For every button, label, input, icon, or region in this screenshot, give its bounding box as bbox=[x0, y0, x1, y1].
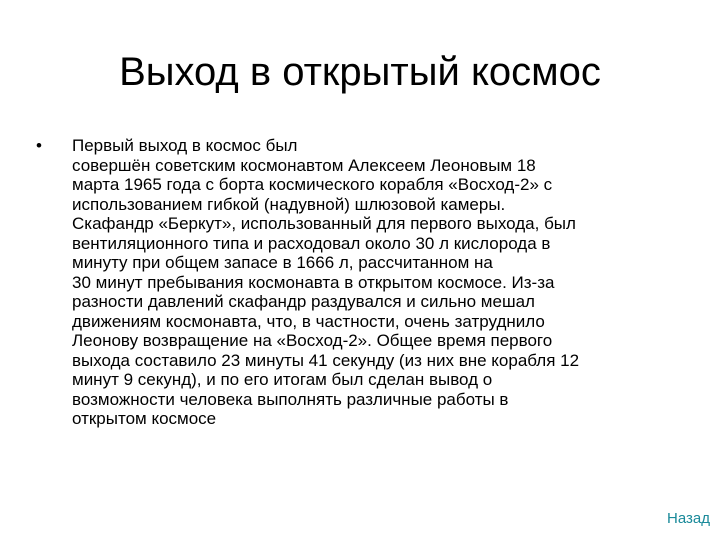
bullet-line: вентиляционного типа и расходовал около 30 л кислорода в bbox=[72, 233, 551, 253]
bullet-line: открытом космосе bbox=[72, 409, 217, 428]
bullet-line: Леонову возвращение на «Восход-2». Общее время первого bbox=[72, 331, 553, 350]
bullet-line: разности давлений скафандр раздувался и сильно мешал bbox=[72, 292, 535, 311]
bullet-line: возможности человека выполнять различные работы в bbox=[72, 389, 509, 409]
bullet-line: минуту при общем запасе в 1666 л, рассчитанном на bbox=[72, 253, 493, 272]
bullet-line: 30 минут пребывания космонавта в открытом космосе. Из-за bbox=[72, 272, 555, 292]
bullet-line: Скафандр «Беркут», использованный для первого выхода, был bbox=[72, 214, 576, 233]
bullet-line: совершён советским космонавтом Алексеем Леоновым 18 bbox=[72, 155, 536, 175]
bullet-line: Первый выход в космос был bbox=[72, 136, 298, 155]
bullet-line: марта 1965 года с борта космического корабля «Восход-2» с bbox=[72, 175, 553, 194]
bullet-line: выхода составило 23 минуты 41 секунду (из них вне корабля 12 bbox=[72, 350, 580, 370]
bullet-line: минут 9 секунд), и по его итогам был сделан вывод о bbox=[72, 370, 493, 389]
slide-title: Выход в открытый космос bbox=[119, 50, 601, 94]
bullet-marker: • bbox=[36, 136, 42, 155]
bullet-line: движениям космонавта, что, в частности, очень затруднило bbox=[72, 311, 545, 331]
back-link[interactable]: Назад bbox=[667, 510, 710, 527]
bullet-item bbox=[36, 136, 686, 429]
bullet-list bbox=[36, 136, 686, 429]
bullet-line: использованием гибкой (надувной) шлюзовой камеры. bbox=[72, 194, 506, 214]
